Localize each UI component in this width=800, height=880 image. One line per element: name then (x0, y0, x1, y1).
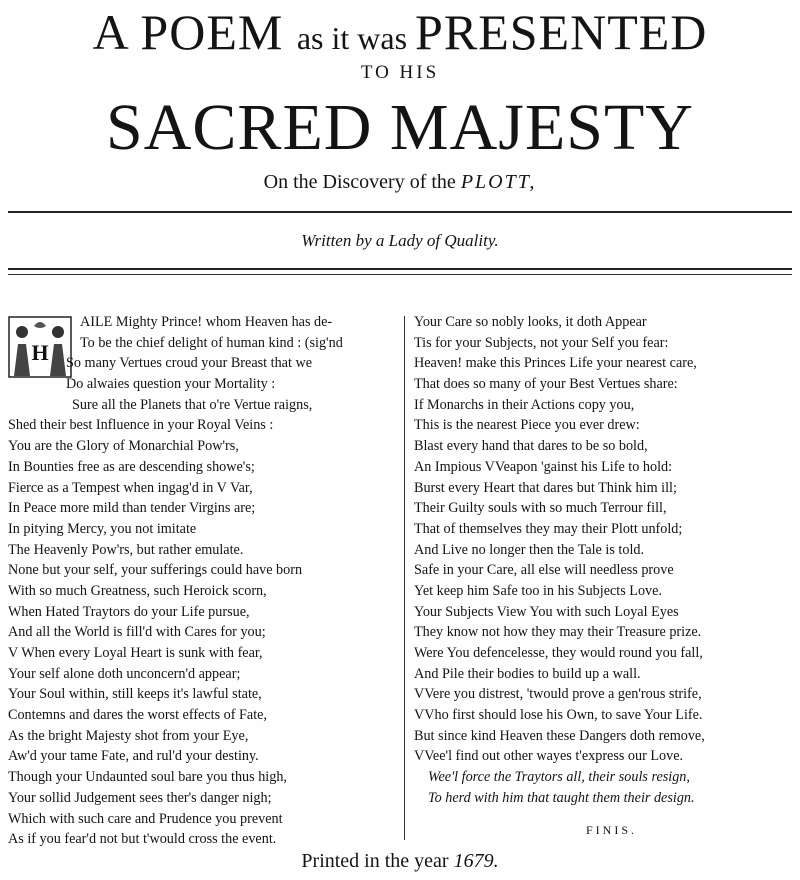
poem-line: Contemns and dares the worst effects of Fate, (8, 707, 267, 724)
second-rule-thin (8, 274, 792, 275)
poem-line: Your sollid Judgement sees ther's danger nigh; (8, 789, 272, 806)
poem-line: VVho first should lose his Own, to save Your Life. (414, 707, 703, 724)
title-line-4 (0, 170, 800, 194)
title-line-2: TO HIS (360, 62, 440, 83)
poem-line: Yet keep him Safe too in his Subjects Love. (414, 582, 662, 599)
poem-line: Though your Undaunted soul bare you thus high, (8, 769, 287, 786)
poem-line: Were You defencelesse, they would round you fall, (414, 645, 703, 661)
poem-line: Your Soul within, still keeps it's lawful state, (8, 686, 262, 703)
title-plott: PLOTT, (460, 171, 537, 193)
poem-line: In Peace more mild than tender Virgins are; (8, 500, 256, 517)
poem-line: An Impious VVeapon 'gainst his Life to hold: (414, 458, 673, 475)
poem-line: Fierce as a Tempest when ingag'd in V Var, (8, 479, 253, 496)
poem-line: Blast every hand that dares to be so bold, (414, 438, 648, 455)
title-as-it-was: as it was (296, 20, 416, 56)
poem-line: The Heavenly Pow'rs, but rather emulate. (8, 541, 244, 558)
initial-letter: H (31, 340, 49, 365)
top-rule (8, 211, 792, 213)
imprint (0, 849, 800, 873)
title-line-3: SACRED MAJESTY (106, 91, 694, 164)
poem-line: That does so many of your Best Vertues share: (414, 376, 678, 393)
title-presented: PRESENTED (415, 4, 708, 60)
poem-line: You are the Glory of Monarchial Pow'rs, (8, 438, 239, 455)
poem-line: Aw'd your tame Fate, and rul'd your destiny. (8, 748, 259, 765)
poem-line: In Bounties free as are descending showe's; (8, 458, 255, 475)
conclusion-line: Wee'l force the Traytors all, their souls resign, (428, 769, 690, 786)
title-a-poem: A POEM (92, 4, 297, 60)
poem-line: Which with such care and Prudence you prevent (8, 810, 283, 827)
poem-line: Your self alone doth unconcern'd appear; (8, 665, 241, 682)
poem-line: As the bright Majesty shot from your Eye, (8, 727, 249, 744)
poem-line: And Pile their bodies to build up a wall. (414, 665, 641, 682)
poem-line: Your Subjects View You with such Loyal Eyes (414, 603, 679, 620)
poem-line: V When every Loyal Heart is sunk with fear, (8, 645, 263, 661)
poem-line: Safe in your Care, all else will needless prove (414, 562, 674, 579)
finis: FINIS. (586, 823, 638, 837)
poem-line: And Live no longer then the Tale is told. (414, 541, 645, 558)
poem-line: None but your self, your sufferings could have born (8, 562, 303, 579)
poem-line: Burst every Heart that dares but Think him ill; (414, 479, 677, 496)
poem-line: Sure all the Planets that o're Vertue raigns, (72, 396, 313, 413)
poem-line: This is the nearest Piece you ever drew: (414, 417, 640, 434)
poem-line: VVee'l find out other wayes t'express our Love. (414, 748, 684, 765)
poem-line: Shed their best Influence in your Royal Veins : (8, 417, 274, 434)
poem-line: Heaven! make this Princes Life your nearest care, (414, 355, 697, 372)
poem-line: If Monarchs in their Actions copy you, (414, 396, 635, 413)
poem-line: To be the chief delight of human kind : (sig'nd (80, 334, 343, 351)
poem-line: So many Vertues croud your Breast that we (66, 355, 312, 372)
poem-line: With so much Greatness, such Heroick scorn, (8, 582, 267, 599)
column-divider (404, 316, 405, 840)
poem-line: In pitying Mercy, you not imitate (8, 520, 197, 537)
poem-line: Their Guilty souls with so much Terrour fill, (414, 500, 667, 517)
right-column (414, 312, 794, 809)
poem-line: VVere you distrest, 'twould prove a gen'rous strife, (414, 686, 702, 703)
poem-line: Tis for your Subjects, not your Self you fear: (414, 334, 669, 351)
poem-line: And all the World is fill'd with Cares for you; (8, 624, 266, 641)
poem-line: When Hated Traytors do your Life pursue, (8, 603, 250, 620)
poem-line: As if you fear'd not but t'would cross the event. (8, 831, 277, 848)
title-line-1 (0, 4, 800, 66)
conclusion-line: To herd with him that taught them their design. (428, 789, 695, 806)
title-discovery: On the Discovery of the (263, 171, 461, 193)
imprint-year: 1679. (453, 850, 499, 872)
poem-line: But since kind Heaven these Dangers doth remove, (414, 727, 705, 744)
imprint-text: Printed in the year (301, 850, 454, 872)
poem-line: AILE Mighty Prince! whom Heaven has de- (80, 314, 333, 330)
byline: Written by a Lady of Quality. (301, 231, 499, 250)
poem-line: That of themselves they may their Plott unfold; (414, 520, 683, 537)
second-rule (8, 268, 792, 270)
poem-line: Do alwaies question your Mortality : (66, 376, 276, 393)
poem-line: They know not how they may their Treasure prize. (414, 624, 702, 641)
poem-line: Your Care so nobly looks, it doth Appear (414, 314, 647, 330)
left-column (8, 312, 400, 850)
